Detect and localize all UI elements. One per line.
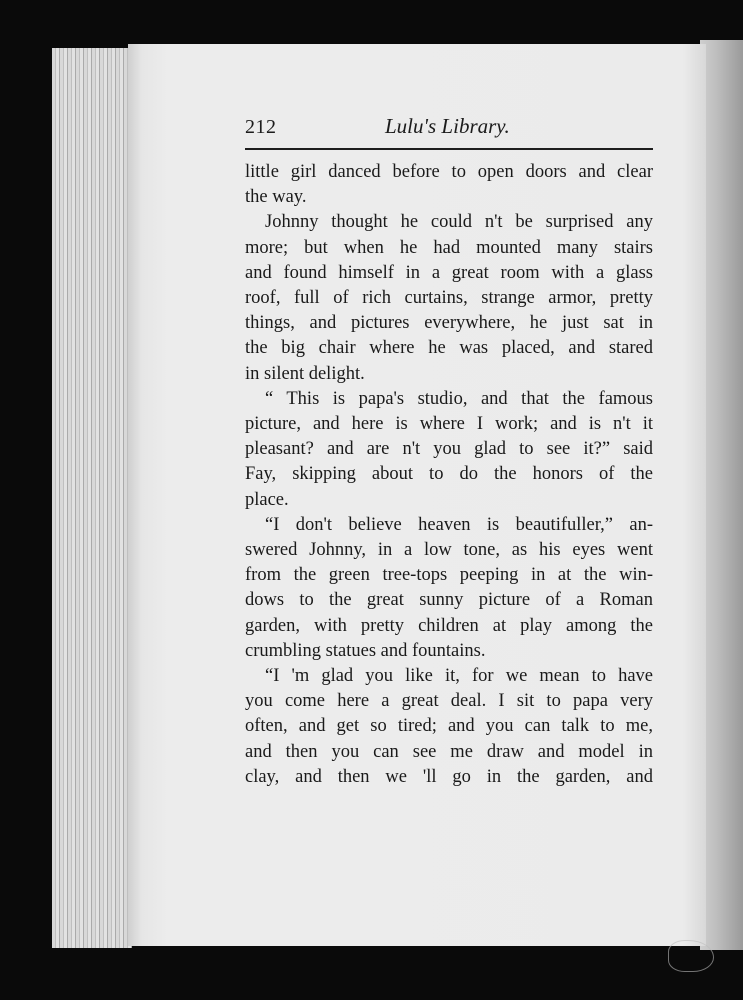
page-tear-mark (668, 940, 714, 972)
text-line: the way. (245, 187, 307, 208)
text-line: clay, and then we 'll go in the garden, and (245, 766, 653, 787)
text-line: the big chair where he was placed, and stared (245, 338, 653, 359)
text-line: in silent delight. (245, 363, 365, 384)
page-header (245, 112, 653, 142)
text-line: crumbling statues and fountains. (245, 640, 486, 661)
body-text (245, 160, 653, 790)
text-line: roof, full of rich curtains, strange armor, pretty (245, 288, 653, 309)
page-number: 212 (245, 116, 277, 138)
text-line: pleasant? and are n't you glad to see it?” said (245, 439, 653, 460)
text-line: place. (245, 489, 289, 510)
text-line: little girl danced before to open doors and clear (245, 162, 653, 182)
text-line: swered Johnny, in a low tone, as his eyes went (245, 540, 653, 561)
text-line: Fay, skipping about to do the honors of the (245, 464, 653, 485)
text-line: Johnny thought he could n't be surprised any (265, 212, 653, 233)
facing-page-edge (700, 40, 743, 950)
text-line: dows to the great sunny picture of a Roman (245, 590, 653, 611)
text-line: more; but when he had mounted many stairs (245, 237, 653, 258)
text-line: picture, and here is where I work; and is n't it (245, 414, 653, 435)
header-rule (245, 148, 653, 150)
text-line: and then you can see me draw and model in (245, 741, 653, 762)
text-line: garden, with pretty children at play among the (245, 615, 653, 636)
text-line: often, and get so tired; and you can talk to me, (245, 716, 653, 737)
running-title: Lulu's Library. (385, 114, 510, 138)
text-line: “ This is papa's studio, and that the famous (265, 388, 653, 409)
text-line: you come here a great deal. I sit to papa very (245, 691, 653, 712)
book-page-edges (52, 48, 132, 948)
text-line: and found himself in a great room with a glass (245, 262, 653, 283)
text-line: things, and pictures everywhere, he just sat in (245, 313, 653, 334)
text-line: from the green tree-tops peeping in at the win- (245, 565, 653, 586)
text-line: “I 'm glad you like it, for we mean to have (265, 666, 653, 687)
text-line: “I don't believe heaven is beautifuller,” an- (265, 514, 653, 535)
